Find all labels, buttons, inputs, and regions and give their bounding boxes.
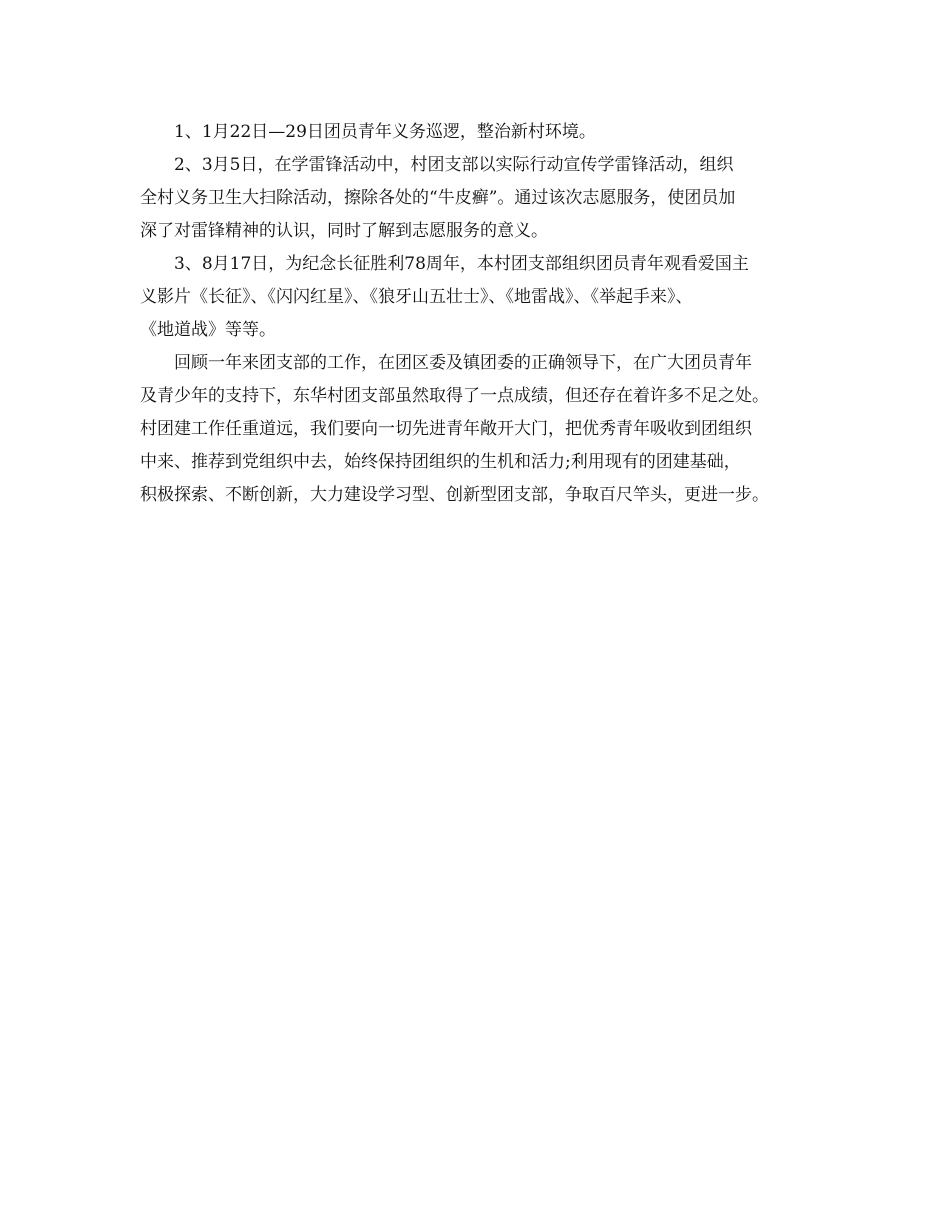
paragraph-item-2 [140, 149, 840, 248]
paragraph-line: 回顾一年来团支部的工作，在团区委及镇团委的正确领导下，在广大团员青年 [174, 353, 752, 373]
paragraph-summary [140, 347, 840, 512]
paragraph-line: 1、1月22日—29日团员青年义务巡逻，整治新村环境。 [174, 122, 596, 142]
paragraph-line: 全村义务卫生大扫除活动，擦除各处的“牛皮癣”。通过该次志愿服务，使团员加 [140, 188, 736, 208]
paragraph-item-3 [140, 248, 840, 347]
paragraph-line: 中来、推荐到党组织中去，始终保持团组织的生机和活力;利用现有的团建基础， [140, 452, 741, 472]
paragraph-line: 2、3月5日，在学雷锋活动中，村团支部以实际行动宣传学雷锋活动，组织 [174, 155, 734, 175]
paragraph-line: 积极探索、不断创新，大力建设学习型、创新型团支部，争取百尺竿头，更进一步。 [140, 485, 769, 505]
document-body [140, 116, 840, 512]
paragraph-line: 义影片《长征》、《闪闪红星》、《狼牙山五壮士》、《地雷战》、《举起手来》、 [140, 287, 693, 307]
paragraph-line: 及青少年的支持下，东华村团支部虽然取得了一点成绩，但还存在着许多不足之处。 [140, 386, 769, 406]
paragraph-line: 3、8月17日，为纪念长征胜利78周年，本村团支部组织团员青年观看爱国主 [174, 254, 749, 274]
paragraph-line: 《地道战》等等。 [140, 320, 276, 340]
paragraph-line: 深了对雷锋精神的认识，同时了解到志愿服务的意义。 [140, 221, 548, 241]
paragraph-line: 村团建工作任重道远，我们要向一切先进青年敞开大门，把优秀青年吸收到团组织 [140, 419, 752, 439]
paragraph-item-1 [140, 116, 840, 149]
